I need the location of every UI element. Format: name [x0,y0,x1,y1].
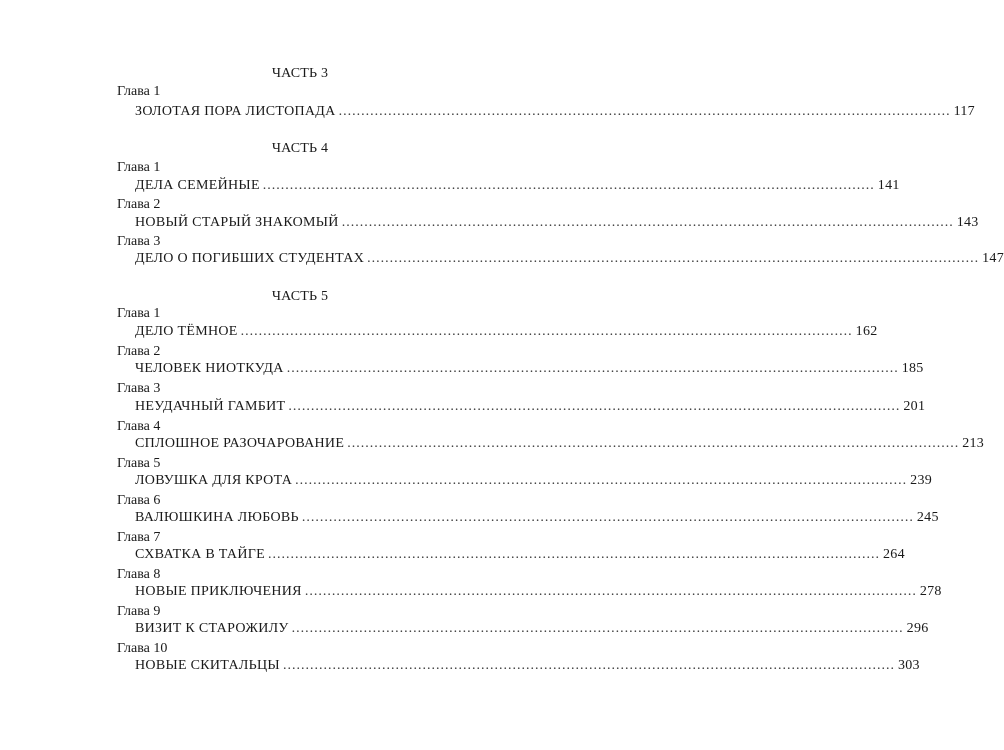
dot-leader: ........................................................................................................................................ [282,658,895,673]
chapter-number: Глава 9 [117,604,161,619]
page-number: 264 [882,547,905,562]
chapter-title: НЕУДАЧНЫЙ ГАМБИТ [135,399,286,414]
chapter-title: СПЛОШНОЕ РАЗОЧАРОВАНИЕ [135,436,345,451]
chapter-title: ВАЛЮШКИНА ЛЮБОВЬ [135,510,299,525]
page-number: 296 [906,621,929,636]
chapter-number: Глава 6 [117,493,161,508]
page-number: 141 [877,178,900,193]
toc-entry[interactable] [135,324,878,340]
chapter-title: НОВЫЙ СТАРЫЙ ЗНАКОМЫЙ [135,215,339,230]
chapter-number: Глава 3 [117,381,161,396]
toc-entry[interactable] [135,547,905,563]
chapter-title: НОВЫЕ ПРИКЛЮЧЕНИЯ [135,584,302,599]
toc-entry[interactable] [135,251,1004,267]
dot-leader: ........................................................................................................................................ [304,584,917,599]
toc-entry[interactable] [135,178,900,194]
toc-entry[interactable] [135,510,939,526]
dot-leader: ........................................................................................................................................ [291,621,904,636]
dot-leader: ........................................................................................................................................ [347,436,960,451]
dot-leader: ........................................................................................................................................ [288,399,901,414]
chapter-number: Глава 1 [117,84,161,99]
chapter-number: Глава 2 [117,344,161,359]
dot-leader: ........................................................................................................................................ [301,510,914,525]
dot-leader: ........................................................................................................................................ [240,324,853,339]
toc-entry[interactable] [135,399,926,415]
toc-entry[interactable] [135,584,942,600]
chapter-title: ВИЗИТ К СТАРОЖИЛУ [135,621,289,636]
chapter-number: Глава 5 [117,456,161,471]
chapter-number: Глава 3 [117,234,161,249]
toc-entry[interactable] [135,436,985,452]
chapter-number: Глава 7 [117,530,161,545]
chapter-title: ДЕЛА СЕМЕЙНЫЕ [135,178,260,193]
toc-entry[interactable] [135,473,933,489]
toc-entry[interactable] [135,215,979,231]
page-number: 245 [916,510,939,525]
dot-leader: ........................................................................................................................................ [295,473,908,488]
chapter-title: ЧЕЛОВЕК НИОТКУДА [135,361,284,376]
toc-entry[interactable] [135,621,929,637]
page-number: 117 [953,104,975,119]
chapter-number: Глава 2 [117,197,161,212]
chapter-number: Глава 8 [117,567,161,582]
page-number: 147 [982,251,1004,266]
page-number: 213 [962,436,985,451]
chapter-title: НОВЫЕ СКИТАЛЬЦЫ [135,658,280,673]
page-number: 278 [919,584,942,599]
dot-leader: ........................................................................................................................................ [267,547,880,562]
chapter-title: ЗОЛОТАЯ ПОРА ЛИСТОПАДА [135,104,336,119]
part-heading: ЧАСТЬ 5 [271,289,329,304]
chapter-title: ДЕЛО О ПОГИБШИХ СТУДЕНТАХ [135,251,365,266]
page-number: 239 [910,473,933,488]
chapter-number: Глава 1 [117,160,161,175]
dot-leader: ........................................................................................................................................ [286,361,899,376]
page-number: 143 [956,215,979,230]
chapter-number: Глава 4 [117,419,161,434]
chapter-number: Глава 1 [117,306,161,321]
chapter-title: ЛОВУШКА ДЛЯ КРОТА [135,473,293,488]
page-number: 162 [855,324,878,339]
toc-entry[interactable] [135,104,975,120]
chapter-title: СХВАТКА В ТАЙГЕ [135,547,265,562]
dot-leader: ........................................................................................................................................ [338,104,951,119]
chapter-title: ДЕЛО ТЁМНОЕ [135,324,238,339]
dot-leader: ........................................................................................................................................ [367,251,980,266]
page-number: 201 [903,399,926,414]
chapter-number: Глава 10 [117,641,168,656]
part-heading: ЧАСТЬ 4 [271,141,329,156]
dot-leader: ........................................................................................................................................ [341,215,954,230]
page-number: 185 [901,361,924,376]
toc-entry[interactable] [135,361,924,377]
page-number: 303 [897,658,920,673]
part-heading: ЧАСТЬ 3 [271,66,329,81]
toc-entry[interactable] [135,658,920,674]
dot-leader: ........................................................................................................................................ [262,178,875,193]
